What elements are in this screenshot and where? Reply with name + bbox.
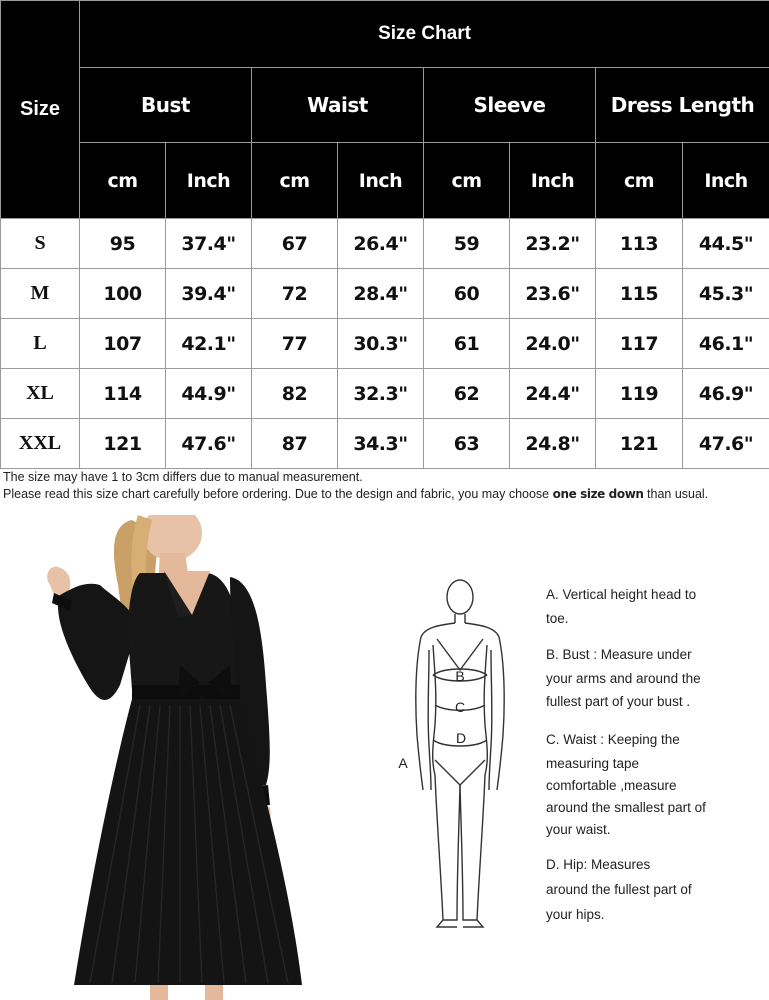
sleeve-header: Sleeve xyxy=(424,68,596,143)
waist-cm: 82 xyxy=(252,369,338,419)
ordering-note-emphasis: one size down xyxy=(552,487,644,501)
sleeve-inch: 23.6" xyxy=(510,269,596,319)
waist-cm: 77 xyxy=(252,319,338,369)
table-row xyxy=(1,419,769,469)
legend-line: C. Waist : Keeping the xyxy=(546,732,680,747)
measurement-note: The size may have 1 to 3cm differs due to manual measurement. xyxy=(3,470,363,484)
table-row xyxy=(1,369,769,419)
length-inch: 44.5" xyxy=(683,219,769,269)
bust-cm: 100 xyxy=(80,269,166,319)
diagram-label-a: A xyxy=(398,755,408,771)
legend-line: A. Vertical height head to xyxy=(546,587,697,602)
sleeve-inch: 24.0" xyxy=(510,319,596,369)
length-inch: 45.3" xyxy=(683,269,769,319)
sleeve-cm: 63 xyxy=(424,419,510,469)
bust-inch: 44.9" xyxy=(166,369,252,419)
bust-inch: 42.1" xyxy=(166,319,252,369)
waist-cm: 87 xyxy=(252,419,338,469)
legend-line: your waist. xyxy=(546,822,611,837)
sleeve-cm: 61 xyxy=(424,319,510,369)
unit-header: Inch xyxy=(166,143,252,219)
size-chart-table xyxy=(0,0,769,469)
table-row xyxy=(1,269,769,319)
bust-inch: 47.6" xyxy=(166,419,252,469)
ordering-note-end: than usual. xyxy=(643,487,709,501)
bust-cm: 107 xyxy=(80,319,166,369)
sleeve-inch: 23.2" xyxy=(510,219,596,269)
waist-inch: 28.4" xyxy=(338,269,424,319)
waist-inch: 26.4" xyxy=(338,219,424,269)
bust-inch: 39.4" xyxy=(166,269,252,319)
size-label: M xyxy=(1,269,80,319)
waist-cm: 72 xyxy=(252,269,338,319)
legend-line: fullest part of your bust . xyxy=(546,694,691,709)
legend-line: D. Hip: Measures xyxy=(546,857,651,872)
bust-header: Bust xyxy=(80,68,252,143)
table-row xyxy=(1,219,769,269)
size-label: XXL xyxy=(1,419,80,469)
waist-inch: 32.3" xyxy=(338,369,424,419)
sleeve-cm: 59 xyxy=(424,219,510,269)
unit-header: Inch xyxy=(338,143,424,219)
length-cm: 117 xyxy=(596,319,683,369)
bust-cm: 95 xyxy=(80,219,166,269)
legend-line: comfortable ,measure xyxy=(546,778,677,793)
legend-line: toe. xyxy=(546,611,569,626)
bust-cm: 121 xyxy=(80,419,166,469)
legend-line: around the fullest part of xyxy=(546,882,692,897)
sleeve-inch: 24.4" xyxy=(510,369,596,419)
bust-cm: 114 xyxy=(80,369,166,419)
legend-line: B. Bust : Measure under xyxy=(546,647,692,662)
waist-header: Waist xyxy=(252,68,424,143)
unit-header: Inch xyxy=(683,143,769,219)
unit-header: cm xyxy=(424,143,510,219)
sleeve-inch: 24.8" xyxy=(510,419,596,469)
length-inch: 46.9" xyxy=(683,369,769,419)
unit-header: cm xyxy=(80,143,166,219)
dress-length-header: Dress Length xyxy=(596,68,769,143)
waist-inch: 34.3" xyxy=(338,419,424,469)
sleeve-cm: 60 xyxy=(424,269,510,319)
unit-header: Inch xyxy=(510,143,596,219)
waist-cm: 67 xyxy=(252,219,338,269)
ordering-note-text: Please read this size chart carefully before ordering. Due to the design and fabric, you may choose xyxy=(3,487,553,501)
sleeve-cm: 62 xyxy=(424,369,510,419)
length-cm: 121 xyxy=(596,419,683,469)
legend-line: your arms and around the xyxy=(546,671,701,686)
length-cm: 119 xyxy=(596,369,683,419)
size-column-header: Size xyxy=(1,1,80,219)
length-inch: 47.6" xyxy=(683,419,769,469)
legend-line: your hips. xyxy=(546,907,605,922)
unit-header: cm xyxy=(252,143,338,219)
diagram-label-b: B xyxy=(455,668,465,684)
size-label: S xyxy=(1,219,80,269)
size-chart-title: Size Chart xyxy=(80,1,769,68)
body-measurement-diagram xyxy=(395,575,515,935)
length-cm: 115 xyxy=(596,269,683,319)
size-label: L xyxy=(1,319,80,369)
diagram-label-c: C xyxy=(454,699,466,715)
ordering-note xyxy=(3,487,708,501)
waist-inch: 30.3" xyxy=(338,319,424,369)
table-row xyxy=(1,319,769,369)
legend-line: around the smallest part of xyxy=(546,800,706,815)
model-photo xyxy=(40,515,315,1000)
bust-inch: 37.4" xyxy=(166,219,252,269)
length-cm: 113 xyxy=(596,219,683,269)
unit-header: cm xyxy=(596,143,683,219)
size-label: XL xyxy=(1,369,80,419)
diagram-label-d: D xyxy=(455,730,467,746)
length-inch: 46.1" xyxy=(683,319,769,369)
legend-line: measuring tape xyxy=(546,756,640,771)
